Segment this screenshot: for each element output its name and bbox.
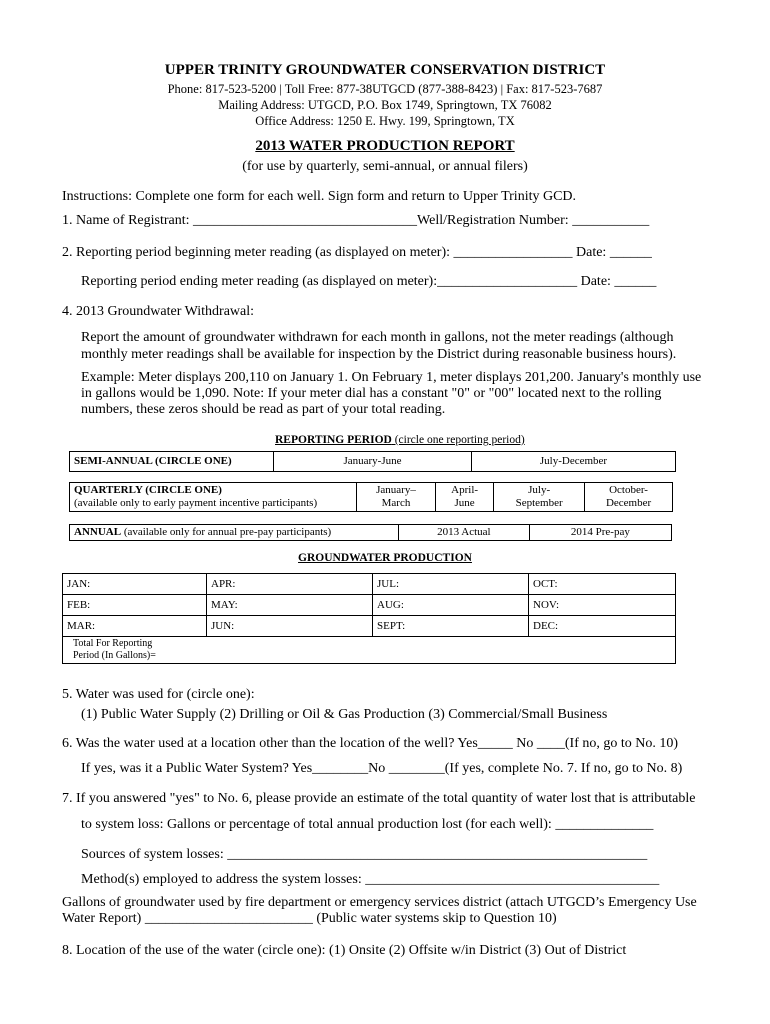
q4-line: December [605,497,652,509]
q3-line: September [515,497,563,509]
question-2-ending: Reporting period ending meter reading (as displayed on meter):____________________ Date: ______ [81,274,657,289]
q3-line: July- [528,484,551,496]
q4-example: in gallons would be 1,090. Note: If your meter dial has a constant "0" or "00" located next to the rolling [81,386,662,401]
fire-usage: Water Report) ________________________ (Public water systems skip to Question 10) [62,911,557,926]
instructions: Instructions: Complete one form for each well. Sign form and return to Upper Trinity GCD. [62,189,577,204]
annual-label-cell [70,525,399,541]
annual-label: ANNUAL [74,526,122,538]
total-label: Total For Reporting [73,638,153,649]
office-address: Office Address: 1250 E. Hwy. 199, Springtown, TX [255,114,515,128]
annual-table [69,524,672,541]
question-7b: to system loss: Gallons or percentage of total annual production lost (for each well): ______________ [81,817,654,832]
month-cell[interactable]: AUG: [373,595,529,616]
q4-text: Report the amount of groundwater withdrawn for each month in gallons, not the meter readings (although [81,330,674,345]
question-6b: If yes, was it a Public Water System? Yes________No ________(If yes, complete No. 7. If no, go to No. 8) [81,761,683,776]
annual-note: (available only for annual pre-pay participants) [121,526,332,538]
quarterly-label-cell [70,483,357,512]
semi-annual-table [69,451,676,472]
reporting-period-heading [275,432,525,448]
option-july-december[interactable]: July-December [472,452,676,472]
question-7c: Sources of system losses: ____________________________________________________________ [81,847,648,862]
option-q2[interactable] [436,483,494,512]
fire-usage: Gallons of groundwater used by fire department or emergency services district (attach UTGCD’s Emergency Use [62,895,697,910]
q4-line: October- [609,484,648,496]
production-table [62,573,676,664]
option-q3[interactable] [494,483,585,512]
option-2013-actual[interactable]: 2013 Actual [399,525,530,541]
report-subtitle: (for use by quarterly, semi-annual, or annual filers) [242,159,528,174]
question-5: 5. Water was used for (circle one): [62,687,255,702]
report-title: 2013 WATER PRODUCTION REPORT [255,138,515,154]
q2-line: June [454,497,475,509]
month-cell[interactable]: NOV: [529,595,676,616]
question-6: 6. Was the water used at a location other than the location of the well? Yes_____ No ____(If no, go to No. 10) [62,736,679,751]
groundwater-production-title: GROUNDWATER PRODUCTION [298,552,472,564]
month-cell[interactable]: JUL: [373,574,529,595]
quarterly-label: QUARTERLY (CIRCLE ONE) [74,484,222,496]
option-q1[interactable] [357,483,436,512]
total-label: Period (In Gallons)= [73,650,156,661]
q4-example: Example: Meter displays 200,110 on January 1. On February 1, meter displays 201,200. January's monthly use [81,370,702,385]
month-cell[interactable]: FEB: [63,595,207,616]
semi-annual-label: SEMI-ANNUAL (CIRCLE ONE) [70,452,274,472]
month-cell[interactable]: DEC: [529,616,676,637]
question-4: 4. 2013 Groundwater Withdrawal: [62,304,255,319]
quarterly-table [69,482,673,512]
question-7: 7. If you answered "yes" to No. 6, please provide an estimate of the total quantity of water lost that is attributable [62,791,696,806]
question-8: 8. Location of the use of the water (circle one): (1) Onsite (2) Offsite w/in District (3) Out of District [62,943,627,958]
total-cell[interactable] [63,637,676,664]
month-cell[interactable]: OCT: [529,574,676,595]
q1-line: March [381,497,411,509]
option-2014-prepay[interactable]: 2014 Pre-pay [529,525,671,541]
question-5-options: (1) Public Water Supply (2) Drilling or Oil & Gas Production (3) Commercial/Small Business [81,707,608,722]
org-name: UPPER TRINITY GROUNDWATER CONSERVATION DISTRICT [164,62,606,78]
q1-line: January– [376,484,416,496]
q4-example: numbers, these zeros should be read as part of your total reading. [81,402,446,417]
month-cell[interactable]: MAR: [63,616,207,637]
quarterly-note: (available only to early payment incentive participants) [74,497,318,509]
q4-text: monthly meter readings shall be available for inspection by the District during reasonable business hours). [81,347,677,362]
q2-line: April- [451,484,479,496]
month-cell[interactable]: JAN: [63,574,207,595]
option-q4[interactable] [585,483,673,512]
option-january-june[interactable]: January-June [274,452,472,472]
reporting-period-note: (circle one reporting period) [391,434,525,446]
month-cell[interactable]: APR: [207,574,373,595]
mailing-address: Mailing Address: UTGCD, P.O. Box 1749, Springtown, TX 76082 [218,98,552,112]
question-2: 2. Reporting period beginning meter reading (as displayed on meter): _________________ Date: ______ [62,245,652,260]
phone-line: Phone: 817-523-5200 | Toll Free: 877-38UTGCD (877-388-8423) | Fax: 817-523-7687 [167,82,603,96]
question-1: 1. Name of Registrant: ________________________________Well/Registration Number: ___________ [62,213,650,228]
reporting-period-title: REPORTING PERIOD [275,434,392,446]
question-7d: Method(s) employed to address the system losses: __________________________________________ [81,872,660,887]
month-cell[interactable]: SEPT: [373,616,529,637]
month-cell[interactable]: JUN: [207,616,373,637]
month-cell[interactable]: MAY: [207,595,373,616]
